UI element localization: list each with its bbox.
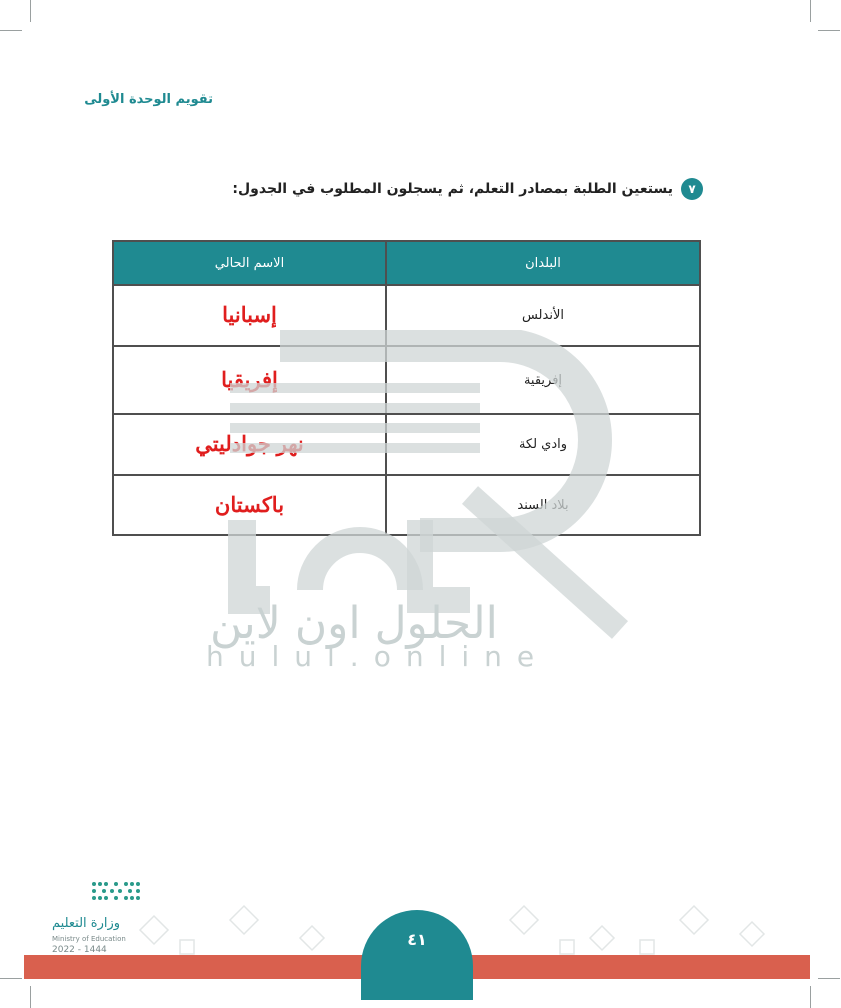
watermark-arabic: الحلول اون لاين [210, 598, 498, 649]
table-header-row [113, 241, 700, 285]
current-name-cell: باكستان [113, 475, 386, 535]
table-row [113, 475, 700, 535]
header-countries: البلدان [386, 241, 700, 285]
question-text: يستعين الطلبة بمصادر التعلم، ثم يسجلون المطلوب في الجدول: [232, 181, 673, 197]
unit-title: تقويم الوحدة الأولى [84, 92, 213, 107]
watermark-english: hulul.online [206, 640, 550, 673]
current-name-cell: نهر جوادليتي [113, 414, 386, 475]
table-row [113, 346, 700, 414]
crop-mark [810, 986, 811, 1008]
ministry-name-english: Ministry of Education [52, 935, 126, 943]
table-row [113, 285, 700, 346]
country-cell: الأندلس [386, 285, 700, 346]
question-number: ٧ [681, 178, 703, 200]
edition-year: 2022 - 1444 [52, 945, 107, 955]
crop-mark [810, 0, 811, 22]
current-name-cell: إسبانيا [113, 285, 386, 346]
crop-mark [818, 30, 840, 31]
ministry-logo-icon [46, 878, 176, 914]
page-number: ٤١ [361, 910, 473, 1000]
crop-mark [818, 978, 840, 979]
crop-mark [0, 30, 22, 31]
current-name-cell: إفريقيا [113, 346, 386, 414]
crop-mark [0, 978, 22, 979]
crop-mark [30, 0, 31, 22]
crop-mark [30, 986, 31, 1008]
ministry-name-arabic: وزارة التعليم [52, 916, 121, 931]
question [232, 178, 703, 200]
country-cell: وادي لكة [386, 414, 700, 475]
countries-table [112, 240, 701, 536]
country-cell: إفريقية [386, 346, 700, 414]
country-cell: بلاد السند [386, 475, 700, 535]
table-row [113, 414, 700, 475]
header-current-name: الاسم الحالي [113, 241, 386, 285]
